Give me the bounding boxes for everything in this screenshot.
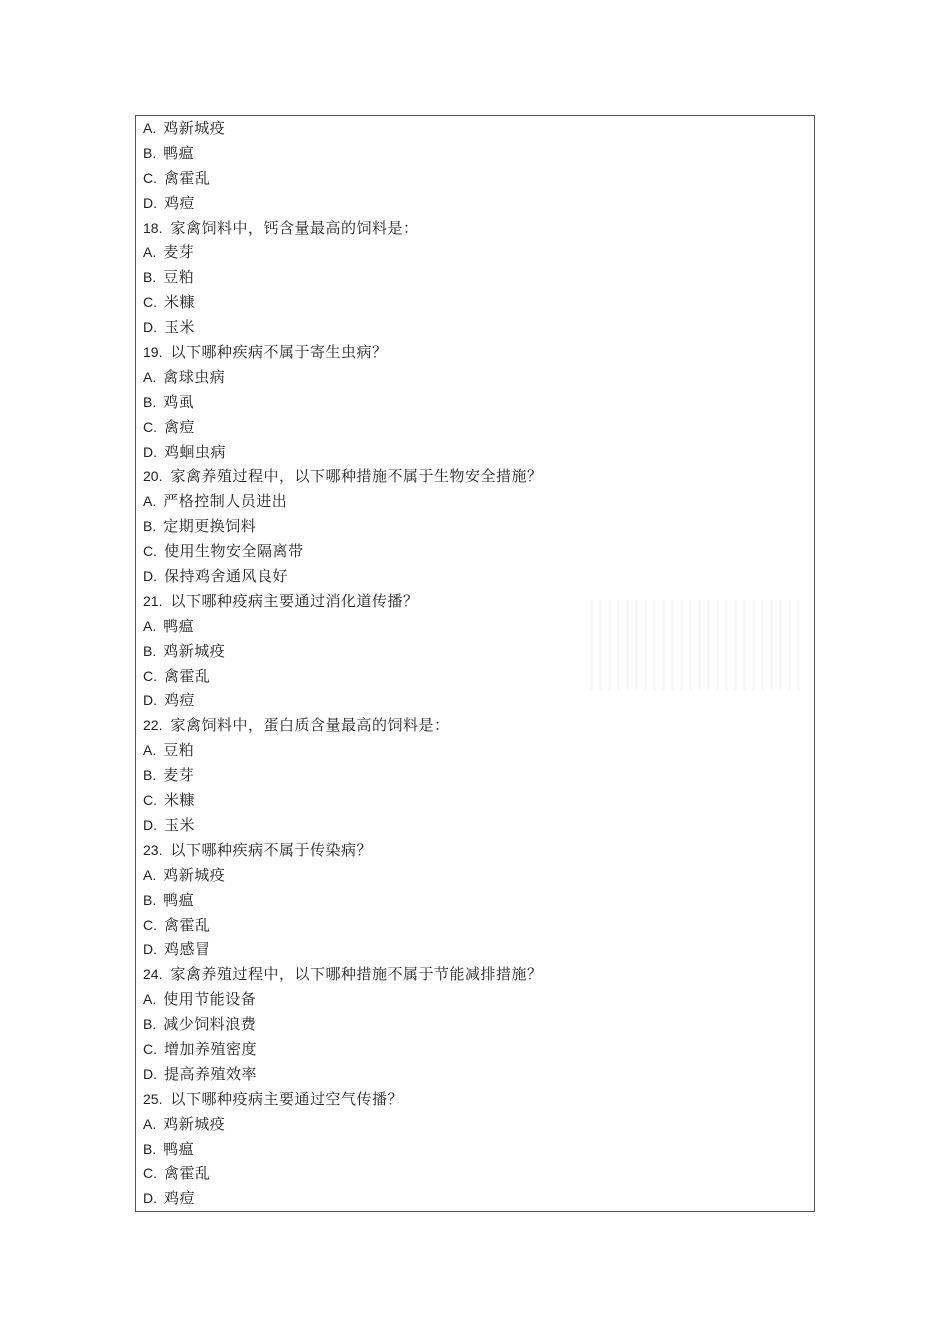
- option-letter: B.: [143, 144, 157, 161]
- option-letter: A.: [143, 617, 157, 634]
- option-line: [143, 1137, 803, 1162]
- option-text: 豆粕: [163, 268, 195, 287]
- option-text: 鸭瘟: [163, 616, 195, 635]
- question-text: 家禽养殖过程中，以下哪种措施不属于节能减排措施？: [170, 965, 543, 984]
- question-line: [143, 340, 803, 365]
- question-number: 22.: [143, 717, 163, 734]
- option-line: [143, 937, 803, 962]
- option-letter: D.: [143, 319, 157, 336]
- option-letter: B.: [143, 1140, 157, 1157]
- option-line: [143, 390, 803, 415]
- option-letter: D.: [143, 1190, 157, 1207]
- option-text: 鸡新城疫: [163, 1114, 226, 1133]
- option-line: [143, 1161, 803, 1186]
- option-letter: C.: [143, 418, 157, 435]
- option-letter: C.: [143, 1165, 157, 1182]
- option-letter: A.: [143, 368, 157, 385]
- option-line: [143, 514, 803, 539]
- question-number: 20.: [143, 468, 163, 485]
- option-text: 保持鸡舍通风良好: [164, 567, 289, 586]
- question-line: [143, 838, 803, 863]
- option-text: 禽霍乱: [164, 666, 211, 685]
- option-line: [143, 763, 803, 788]
- option-line: [143, 489, 803, 514]
- option-letter: D.: [143, 1065, 157, 1082]
- question-text: 家禽饲料中，蛋白质含量最高的饲料是：: [170, 716, 450, 735]
- option-text: 严格控制人员进出: [163, 492, 288, 511]
- question-text: 家禽饲料中，钙含量最高的饲料是：: [170, 218, 419, 237]
- option-line: [143, 365, 803, 390]
- option-letter: D.: [143, 692, 157, 709]
- option-letter: B.: [143, 642, 157, 659]
- option-line: [143, 240, 803, 265]
- option-text: 麦芽: [163, 766, 195, 785]
- option-letter: A.: [143, 742, 157, 759]
- question-line: [143, 216, 803, 241]
- option-letter: D.: [143, 941, 157, 958]
- option-letter: B.: [143, 393, 157, 410]
- option-letter: A.: [143, 866, 157, 883]
- option-line: [143, 614, 803, 639]
- option-line: [143, 166, 803, 191]
- option-text: 鸡新城疫: [163, 865, 226, 884]
- option-line: [143, 415, 803, 440]
- option-text: 禽霍乱: [164, 168, 211, 187]
- question-line: [143, 713, 803, 738]
- option-letter: B.: [143, 518, 157, 535]
- option-text: 增加养殖密度: [164, 1039, 258, 1058]
- option-text: 豆粕: [163, 741, 195, 760]
- option-letter: C.: [143, 543, 157, 560]
- option-letter: A.: [143, 120, 157, 136]
- option-line: [143, 191, 803, 216]
- option-line: [143, 639, 803, 664]
- option-text: 鸡痘: [164, 193, 196, 212]
- question-number: 18.: [143, 219, 163, 236]
- option-line: [143, 265, 803, 290]
- option-text: 麦芽: [163, 243, 195, 262]
- question-number: 24.: [143, 966, 163, 983]
- question-number: 21.: [143, 592, 163, 609]
- option-line: [143, 1186, 803, 1211]
- question-text: 家禽养殖过程中，以下哪种措施不属于生物安全措施？: [170, 467, 543, 486]
- option-line: [143, 539, 803, 564]
- option-letter: B.: [143, 269, 157, 286]
- option-line: [143, 1037, 803, 1062]
- question-line: [143, 1087, 803, 1112]
- option-letter: C.: [143, 1040, 157, 1057]
- option-line: [143, 888, 803, 913]
- option-letter: D.: [143, 443, 157, 460]
- option-line: [143, 664, 803, 689]
- option-letter: D.: [143, 568, 157, 585]
- option-line: [143, 788, 803, 813]
- option-text: 减少饲料浪费: [163, 1015, 257, 1034]
- option-text: 鸡虱: [163, 392, 195, 411]
- option-text: 米糠: [164, 791, 196, 810]
- option-letter: B.: [143, 891, 157, 908]
- option-letter: C.: [143, 169, 157, 186]
- option-text: 鸭瘟: [163, 143, 195, 162]
- option-text: 禽霍乱: [164, 915, 211, 934]
- question-text: 以下哪种疫病主要通过消化道传播？: [170, 591, 419, 610]
- option-line: [143, 141, 803, 166]
- option-line: [143, 1112, 803, 1137]
- option-text: 禽球虫病: [163, 367, 226, 386]
- option-text: 鸡新城疫: [163, 119, 226, 137]
- question-list: [143, 116, 803, 1211]
- question-number: 19.: [143, 344, 163, 361]
- option-line: [143, 913, 803, 938]
- option-line: [143, 290, 803, 315]
- option-text: 玉米: [164, 815, 196, 834]
- option-line: [143, 813, 803, 838]
- option-line: [143, 315, 803, 340]
- option-letter: C.: [143, 294, 157, 311]
- option-letter: B.: [143, 1016, 157, 1033]
- question-number: 23.: [143, 841, 163, 858]
- option-text: 鸡痘: [164, 691, 196, 710]
- option-text: 提高养殖效率: [164, 1064, 258, 1083]
- option-letter: A.: [143, 1115, 157, 1132]
- option-text: 定期更换饲料: [163, 517, 257, 536]
- option-line: [143, 564, 803, 589]
- option-text: 禽霍乱: [164, 1164, 211, 1183]
- option-letter: D.: [143, 816, 157, 833]
- option-line: [143, 863, 803, 888]
- option-text: 鸡痘: [164, 1189, 196, 1208]
- question-text: 以下哪种疾病不属于传染病？: [170, 840, 372, 859]
- option-text: 禽痘: [164, 417, 196, 436]
- option-text: 鸡新城疫: [163, 641, 226, 660]
- option-text: 鸭瘟: [163, 1139, 195, 1158]
- question-line: [143, 589, 803, 614]
- option-line: [143, 688, 803, 713]
- question-line: [143, 962, 803, 987]
- option-line: [143, 987, 803, 1012]
- option-letter: C.: [143, 916, 157, 933]
- option-line: [143, 1012, 803, 1037]
- question-line: [143, 464, 803, 489]
- option-text: 使用生物安全隔离带: [164, 542, 304, 561]
- option-text: 鸭瘟: [163, 890, 195, 909]
- option-text: 米糠: [164, 293, 196, 312]
- option-letter: C.: [143, 792, 157, 809]
- option-text: 使用节能设备: [163, 990, 257, 1009]
- option-line: [143, 1062, 803, 1087]
- option-text: 鸡感冒: [164, 940, 211, 959]
- option-letter: A.: [143, 244, 157, 261]
- option-text: 鸡蛔虫病: [164, 442, 227, 461]
- option-letter: A.: [143, 493, 157, 510]
- option-line: [143, 440, 803, 465]
- question-text: 以下哪种疾病不属于寄生虫病？: [170, 343, 388, 362]
- option-letter: B.: [143, 767, 157, 784]
- option-line: [143, 116, 803, 141]
- option-letter: D.: [143, 194, 157, 211]
- option-letter: C.: [143, 667, 157, 684]
- question-number: 25.: [143, 1090, 163, 1107]
- option-letter: A.: [143, 991, 157, 1008]
- option-text: 玉米: [164, 318, 196, 337]
- option-line: [143, 738, 803, 763]
- question-text: 以下哪种疫病主要通过空气传播？: [170, 1089, 403, 1108]
